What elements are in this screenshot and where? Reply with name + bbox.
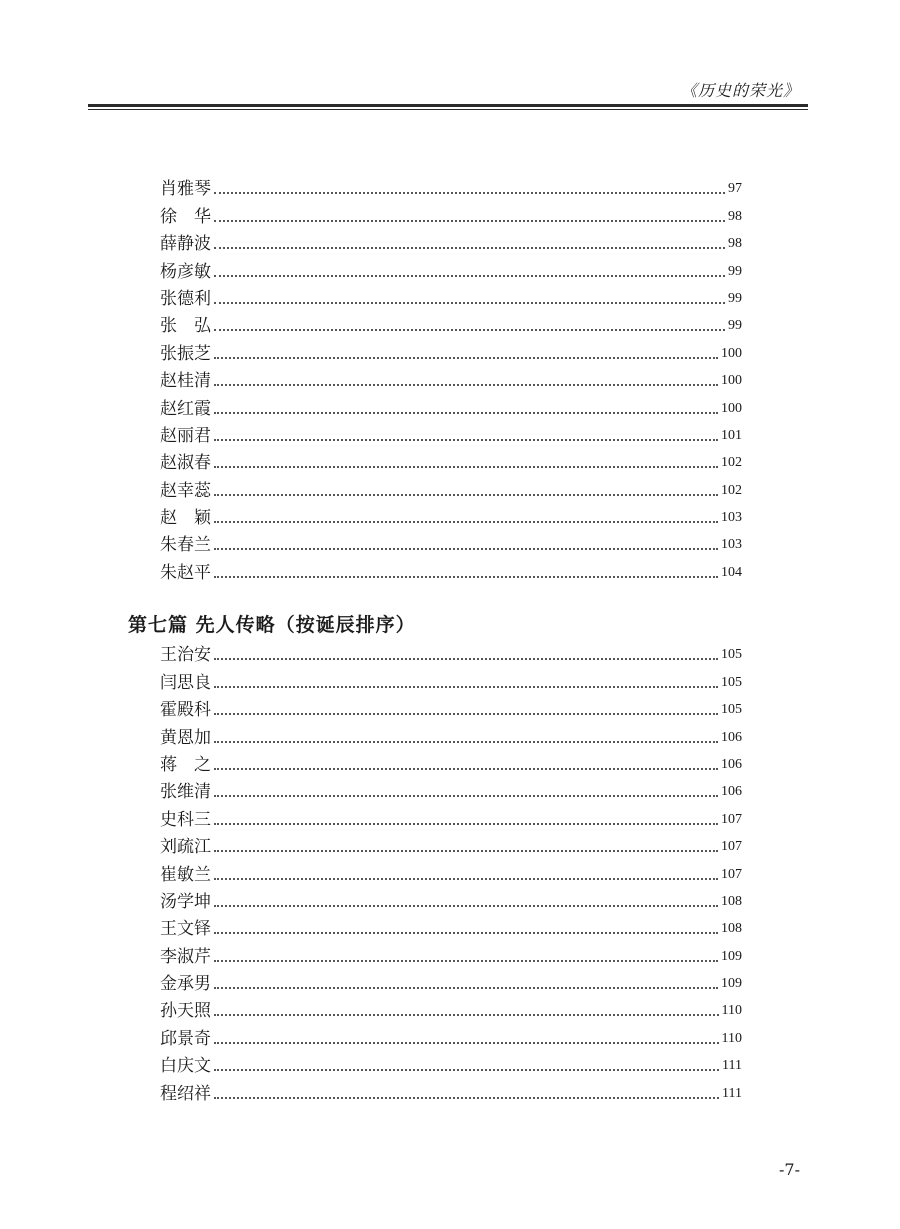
toc-entry [160,282,742,309]
toc-entry-page: 103 [721,537,742,553]
toc-entry-name: 史科三 [160,809,211,830]
toc-entry-page: 100 [721,373,742,389]
toc-entry [160,199,742,226]
header-rule-thick [88,104,808,107]
toc-entry-page: 110 [721,1030,742,1046]
toc-entry [160,693,742,720]
toc-entry-page: 107 [721,866,742,882]
dot-leader [214,1042,719,1044]
toc-entry [160,748,742,775]
running-header-title: 《历史的荣光》 [680,81,800,100]
toc-entry-name: 程绍祥 [160,1083,211,1104]
toc-entry-name: 王文铎 [160,919,211,940]
toc-entry-name: 闫思良 [160,672,211,693]
toc-entry [160,939,742,966]
toc-entry-page: 108 [721,893,742,909]
toc-entry-name: 朱春兰 [160,535,211,556]
toc-entry [160,501,742,528]
toc-entry-page: 109 [721,976,742,992]
toc-entry-name: 刘疏江 [160,837,211,858]
toc-entry-name: 肖雅琴 [160,179,211,200]
dot-leader [214,686,718,688]
toc-entry-name: 黄恩加 [160,727,211,748]
toc-entry-page: 102 [721,455,742,471]
toc-entry-page: 98 [728,208,742,224]
toc-entry-name: 赵丽君 [160,425,211,446]
toc-entry [160,1076,742,1103]
toc-list-part1 [160,172,742,583]
dot-leader [214,521,718,523]
toc-entry [160,1021,742,1048]
toc-entry [160,254,742,281]
toc-entry [160,857,742,884]
toc-entry [160,172,742,199]
toc-entry-page: 107 [721,839,742,855]
toc-entry [160,802,742,829]
dot-leader [214,878,718,880]
toc-entry-page: 110 [721,1003,742,1019]
toc-entry-page: 111 [722,1085,742,1101]
toc-entry-name: 张德利 [160,288,211,309]
toc-entry-name: 赵 颖 [160,508,211,529]
toc-entry-page: 102 [721,482,742,498]
dot-leader [214,329,725,331]
toc-entry-name: 蒋 之 [160,754,211,775]
dot-leader [214,768,718,770]
dot-leader [214,713,718,715]
toc-entry-name: 张维清 [160,782,211,803]
dot-leader [214,658,718,660]
dot-leader [214,1097,719,1099]
toc-entry-name: 汤学坤 [160,891,211,912]
dot-leader [214,960,718,962]
dot-leader [214,741,718,743]
toc-entry-page: 105 [721,647,742,663]
dot-leader [214,548,718,550]
toc-entry-name: 孙天照 [160,1001,211,1022]
toc-entry-name: 李淑芹 [160,946,211,967]
toc-entry-name: 薛静波 [160,234,211,255]
toc-entry-name: 徐 华 [160,206,211,227]
dot-leader [214,494,718,496]
dot-leader [214,823,718,825]
toc-entry-page: 106 [721,729,742,745]
toc-entry-name: 赵幸蕊 [160,480,211,501]
dot-leader [214,439,718,441]
toc-entry [160,227,742,254]
toc-entry-page: 109 [721,948,742,964]
toc-entry-name: 朱赵平 [160,562,211,583]
dot-leader [214,466,718,468]
toc-list-part2 [160,638,742,1104]
toc-entry [160,528,742,555]
dot-leader [214,302,725,304]
toc-entry-page: 98 [728,236,742,252]
toc-entry [160,364,742,391]
toc-entry [160,720,742,747]
toc-entry-name: 白庆文 [160,1056,211,1077]
dot-leader [214,412,718,414]
dot-leader [214,247,725,249]
toc-entry-name: 霍殿科 [160,700,211,721]
toc-entry-page: 108 [721,921,742,937]
toc-entry [160,967,742,994]
toc-entry [160,638,742,665]
page-number: -7- [779,1160,800,1179]
toc-entry-name: 金承男 [160,974,211,995]
toc-entry-page: 100 [721,345,742,361]
toc-entry [160,665,742,692]
toc-entry-page: 99 [728,290,742,306]
toc-entry [160,555,742,582]
dot-leader [214,357,718,359]
toc-entry-page: 100 [721,400,742,416]
dot-leader [214,850,718,852]
toc-entry-page: 97 [728,181,742,197]
toc-entry-page: 106 [721,756,742,772]
toc-entry-page: 101 [721,427,742,443]
dot-leader [214,192,725,194]
toc-entry-name: 张 弘 [160,316,211,337]
toc-entry-page: 107 [721,811,742,827]
toc-entry-name: 赵淑春 [160,453,211,474]
toc-entry [160,912,742,939]
toc-entry [160,419,742,446]
dot-leader [214,576,718,578]
toc-entry-page: 104 [721,564,742,580]
section-heading: 第七篇 先人传略（按诞辰排序） [128,614,416,636]
dot-leader [214,384,718,386]
toc-entry [160,336,742,363]
toc-entry-page: 99 [728,263,742,279]
dot-leader [214,1014,719,1016]
toc-entry [160,775,742,802]
dot-leader [214,932,718,934]
dot-leader [214,987,718,989]
toc-entry [160,473,742,500]
toc-entry [160,830,742,857]
toc-entry-name: 赵桂清 [160,371,211,392]
header-rule-thin [88,109,808,110]
toc-entry [160,391,742,418]
toc-entry [160,446,742,473]
toc-entry [160,994,742,1021]
toc-entry-page: 111 [722,1058,742,1074]
toc-entry-name: 张振芝 [160,343,211,364]
toc-entry [160,1049,742,1076]
dot-leader [214,275,725,277]
dot-leader [214,905,718,907]
toc-entry-name: 赵红霞 [160,398,211,419]
toc-entry-page: 103 [721,510,742,526]
toc-entry-page: 105 [721,702,742,718]
dot-leader [214,1069,719,1071]
dot-leader [214,220,725,222]
toc-entry-name: 崔敏兰 [160,864,211,885]
toc-entry [160,309,742,336]
toc-entry-page: 105 [721,674,742,690]
toc-entry-name: 王治安 [160,645,211,666]
toc-entry [160,885,742,912]
toc-entry-name: 邱景奇 [160,1028,211,1049]
dot-leader [214,795,718,797]
toc-entry-page: 106 [721,784,742,800]
toc-entry-page: 99 [728,318,742,334]
toc-entry-name: 杨彦敏 [160,261,211,282]
